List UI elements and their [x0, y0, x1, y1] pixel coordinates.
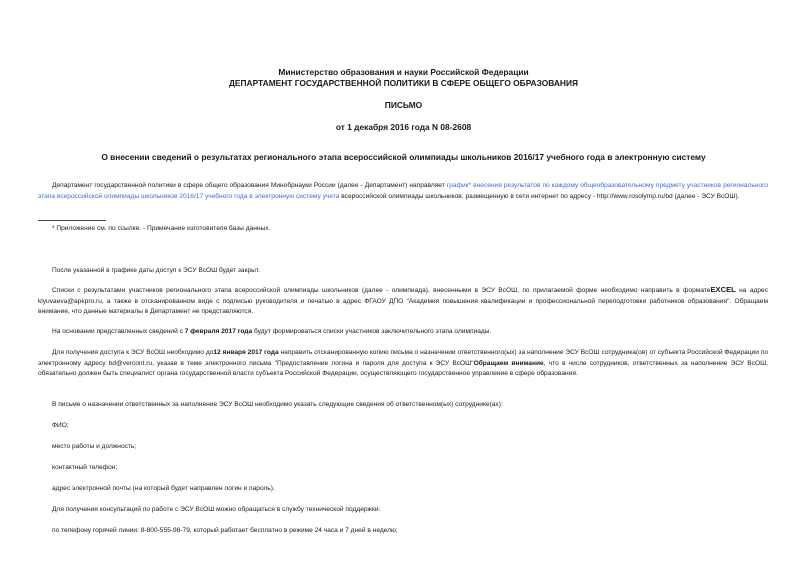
paragraph-text: Для получения доступа к ЭСУ ВсОШ необходимо до: [52, 349, 214, 356]
ministry-name: Министерство образования и науки Российской Федерации: [278, 67, 529, 77]
paragraph-text: Департамент государственной политики в сфере общего образования Минобрнауки России (далее - Департамент) направляет: [52, 182, 447, 189]
paragraph-intro: [38, 181, 768, 202]
document-title: О внесении сведений о результатах регионального этапа всероссийской олимпиады школьников 2016/17 учебного года в электронную систему: [101, 152, 706, 162]
excel-format: EXCEL: [710, 285, 736, 294]
paragraph-results-lists: [38, 285, 768, 318]
paragraph-hotline: по телефону горячей линии: 8-800-555-98-79, который работает бесплатно в режиме 24 часа и 7 дней в неделю;: [52, 527, 398, 534]
paragraph-access-closed: После указанной в графике даты доступ к ЭСУ ВсОШ будет закрыт.: [52, 267, 261, 274]
paragraph-text: На основании представленных сведений с: [52, 328, 185, 335]
deadline-date: 12 января 2017 года: [213, 349, 279, 356]
paragraph-final-stage: [38, 327, 768, 338]
paragraph-text: Списки с результатами участников регионального этапа всероссийской олимпиады школьников (далее - олимпиада), внесенными в ЭСУ ВсОШ, по прилагаемой форме необходимо направить в формате: [52, 287, 711, 294]
footnote: * Приложение см. по ссылке. - Примечание изготовителя базы данных.: [52, 225, 271, 232]
final-stage-date: 7 февраля 2017 года: [184, 328, 253, 335]
footnote-divider: [38, 220, 106, 221]
paragraph-required-info: В письме о назначении ответственных за наполнение ЭСУ ВсОШ необходимо указать следующие сведения об ответственном(ых) сотруднике(ах):: [52, 401, 503, 408]
paragraph-text: будут формироваться списки участников заключительного этапа олимпиады.: [252, 328, 492, 335]
paragraph-text: всероссийской олимпиады школьников, размещенную в сети интернет по адресу - http://www.rosolymp.ru/bd (далее - ЭСУ ВсОШ).: [339, 192, 740, 200]
document-type: ПИСЬМО: [384, 100, 423, 110]
department-name: ДЕПАРТАМЕНТ ГОСУДАРСТВЕННОЙ ПОЛИТИКИ В СФЕРЕ ОБЩЕГО ОБРАЗОВАНИЯ: [228, 78, 579, 88]
paragraph-access-request: [38, 348, 768, 380]
list-item-phone: контактный телефон;: [52, 464, 118, 471]
document-date-number: от 1 декабря 2016 года N 08-2608: [335, 122, 472, 132]
paragraph-text: , что в числе сотрудников, ответственных за наполнение ЭСУ ВсОШ, обязательно должен быть специалист органа государственной власти субъекта Российской Федерации, осуществляющего государственное управление в сфере образования.: [38, 359, 768, 377]
paragraph-text: на адрес klyuvaeva@apkpro.ru, а также в отсканированном виде с подписью руководителя и печатью в адрес ФГАОУ ДПО "Академия повышения квалификации и профессиональной переподготовки работников образования". Обращаем внимание, что данные материалы в Департамент не представляются.: [38, 287, 768, 315]
schedule-link[interactable]: график* внесения результатов по каждому общеобразовательному предмету участников регионального этапа всероссийской олимпиады школьников 2016/17 учебного года в электронную систему учета: [38, 182, 768, 200]
attention-note: Обращаем внимание: [473, 359, 544, 367]
list-item-fio: ФИО;: [52, 422, 69, 429]
paragraph-text: направить отсканированную копию письма о назначении ответственного(ых) за наполнение ЭСУ ВсОШ сотрудника(ов) от субъекта Российской Федерации по электронному адресу bd@vercont.ru, указав в теме электронного письма "Предоставление логина и пароля для доступа к ЭСУ ВсОШ": [38, 349, 768, 367]
list-item-email: адрес электронной почты (на который будет направлен логин и пароль).: [52, 485, 275, 492]
paragraph-support: Для получения консультаций по работе с ЭСУ ВсОШ можно обращаться в службу технической поддержки:: [52, 506, 381, 513]
list-item-work: место работы и должность;: [52, 443, 137, 450]
